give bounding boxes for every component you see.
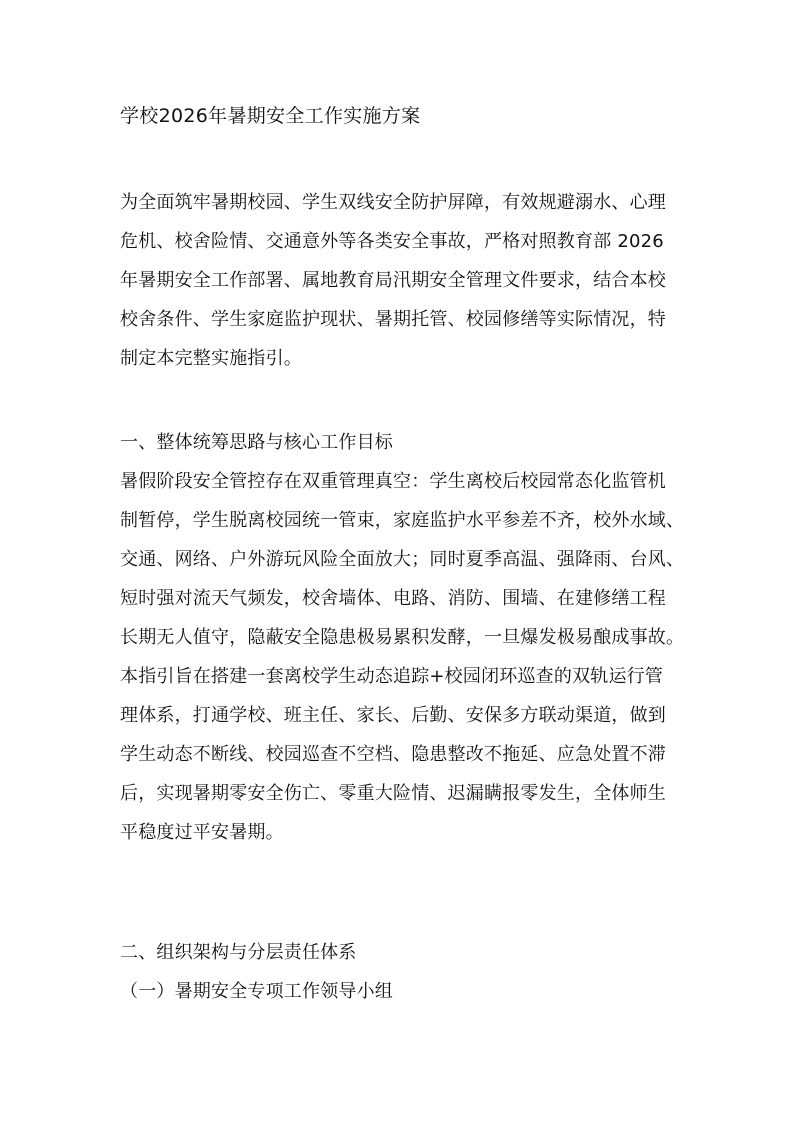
subsection-heading: （一）暑期安全专项工作领导小组: [120, 981, 393, 1002]
intro-line: 为全面筑牢暑期校园、学生双线安全防护屏障，有效规避溺水、心理: [120, 192, 666, 213]
section-1-line: 后，实现暑期零安全伤亡、零重大险情、迟漏瞒报零发生，全体师生: [120, 783, 666, 804]
section-2-heading: [120, 933, 680, 972]
section-heading: 二、组织架构与分层责任体系: [120, 942, 357, 963]
section-1-line: 长期无人值守，隐蔽安全隐患极易累积发酵，一旦爆发极易酿成事故。: [120, 627, 685, 648]
section-heading: 一、整体统筹思路与核心工作目标: [120, 432, 393, 453]
section-2-subheading: [120, 972, 680, 1011]
section-1-line: 交通、网络、户外游玩风险全面放大；同时夏季高温、强降雨、台风、: [120, 549, 685, 570]
section-1-line: 短时强对流天气频发，校舍墙体、电路、消防、围墙、在建修缮工程: [120, 588, 666, 609]
intro-line: 制定本完整实施指引。: [120, 348, 302, 369]
section-1-line: 理体系，打通学校、班主任、家长、后勤、安保多方联动渠道，做到: [120, 705, 666, 726]
section-1-line: 制暂停，学生脱离校园统一管束，家庭监护水平参差不齐，校外水域、: [120, 510, 685, 531]
section-1-line: 暑假阶段安全管控存在双重管理真空：学生离校后校园常态化监管机: [120, 471, 666, 492]
section-1-line: 本指引旨在搭建一套离校学生动态追踪+校园闭环巡查的双轨运行管: [120, 666, 664, 687]
section-1-line: 学生动态不断线、校园巡查不空档、隐患整改不拖延、应急处置不滞: [120, 744, 666, 765]
section-1-heading: [120, 423, 680, 462]
section-1-paragraph: [120, 462, 685, 852]
section-1-line: 平稳度过平安暑期。: [120, 822, 284, 843]
intro-line: 校舍条件、学生家庭监护现状、暑期托管、校园修缮等实际情况，特: [120, 309, 666, 330]
intro-line: 年暑期安全工作部署、属地教育局汛期安全管理文件要求，结合本校: [120, 270, 666, 291]
intro-paragraph: [120, 183, 680, 378]
intro-line: 危机、校舍险情、交通意外等各类安全事故，严格对照教育部 2026: [120, 231, 664, 252]
document-title: 学校2026年暑期安全工作实施方案: [120, 105, 421, 127]
